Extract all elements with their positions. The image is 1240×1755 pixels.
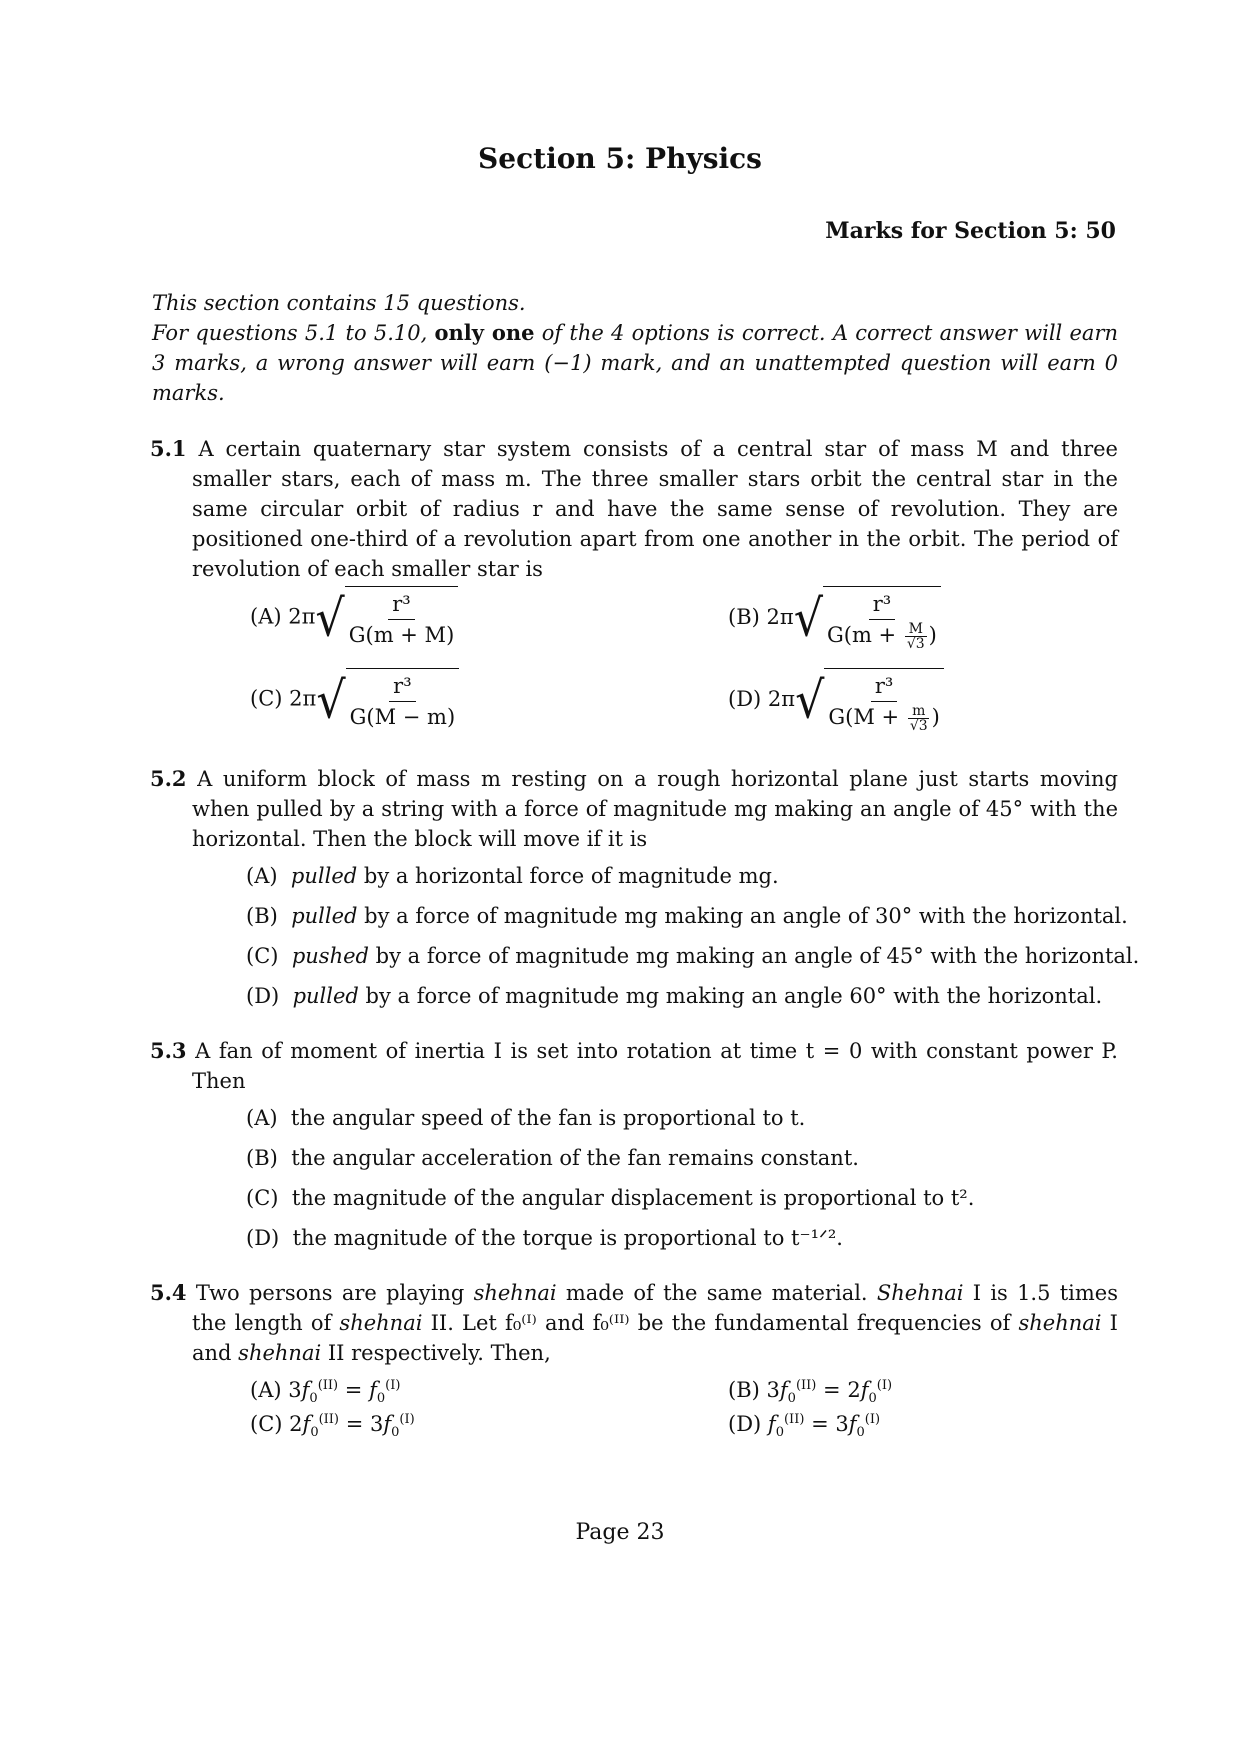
question-number: 5.4	[150, 1280, 187, 1305]
option-5-4-b[interactable]: (B) $3f_0^{(II)} = 2f_0^{(I)}$	[728, 1378, 893, 1407]
option-5-2-d[interactable]: (D) pulled by a force of magnitude mg making an angle 60° with the horizontal.	[246, 984, 1103, 1008]
question-number: 5.2	[150, 766, 187, 791]
question-text: A fan of moment of inertia I is set into rotation at time t = 0 with constant power P. Then	[192, 1039, 1118, 1093]
question-number: 5.1	[150, 436, 187, 461]
instructions-line-1: This section contains 15 questions.	[152, 291, 526, 315]
option-5-2-a[interactable]: (A) pulled by a horizontal force of magnitude mg.	[246, 864, 779, 888]
section-marks: Marks for Section 5: 50	[825, 218, 1116, 244]
question-5-1	[150, 434, 1118, 584]
question-text: A uniform block of mass m resting on a rough horizontal plane just starts moving when pulled by a string with a force of magnitude mg making an angle of 45° with the horizontal. Then the block will move if it is	[192, 767, 1118, 851]
section-title: Section 5: Physics	[478, 142, 762, 175]
option-5-3-a[interactable]: (A) the angular speed of the fan is proportional to t.	[246, 1106, 806, 1130]
page-number: Page 23	[575, 1520, 665, 1545]
question-text: A certain quaternary star system consists of a central star of mass M and three smaller stars, each of mass m. The three smaller stars orbit the central star in the same circular orbit of radius r and have the same sense of revolution. They are positioned one-third of a revolution apart from one another in the orbit. The period of revolution of each smaller star is	[192, 437, 1118, 581]
option-5-1-a[interactable]: (A) 2π √ $\frac{\text{r³}}{G(m + M)}$	[250, 586, 458, 650]
option-5-2-c[interactable]: (C) pushed by a force of magnitude mg making an angle of 45° with the horizontal.	[246, 944, 1140, 968]
option-5-1-c[interactable]: (C) 2π √ $\frac{\text{r³}}{G(M - m)}$	[250, 668, 459, 732]
option-5-4-a[interactable]: (A) $3f_0^{(II)} = f_0^{(I)}$	[250, 1378, 401, 1407]
option-5-3-c[interactable]: (C) the magnitude of the angular displacement is proportional to t².	[246, 1186, 975, 1210]
question-5-2	[150, 764, 1118, 854]
instructions-line-2: For questions 5.1 to 5.10, only one of the 4 options is correct. A correct answer will earn 3 marks, a wrong answer will earn (−1) mark, and an unattempted question will earn 0 marks.	[152, 320, 1119, 405]
option-5-4-d[interactable]: (D) $f_0^{(II)} = 3f_0^{(I)}$	[728, 1412, 881, 1441]
option-5-1-d[interactable]: (D) 2π √ r³ G(M + $\frac{m}{√3}$ )	[728, 668, 944, 733]
question-number: 5.3	[150, 1038, 187, 1063]
option-5-4-c[interactable]: (C) $2f_0^{(II)} = 3f_0^{(I)}$	[250, 1412, 415, 1441]
section-instructions	[152, 288, 1118, 408]
option-5-3-d[interactable]: (D) the magnitude of the torque is proportional to t⁻¹ᐟ².	[246, 1226, 843, 1250]
option-5-3-b[interactable]: (B) the angular acceleration of the fan remains constant.	[246, 1146, 859, 1170]
question-5-3	[150, 1036, 1118, 1096]
question-5-4: 5.4 Two persons are playing shehnai made of the same material. Shehnai I is 1.5 times the length of shehnai II. Let f₀⁽ᴵ⁾ and f₀⁽ᴵᴵ⁾ be the fundamental frequencies of shehnai I and shehnai II respectively. Then,	[150, 1280, 1118, 1365]
option-5-2-b[interactable]: (B) pulled by a force of magnitude mg making an angle of 30° with the horizontal.	[246, 904, 1128, 928]
option-5-1-b[interactable]: (B) 2π √ r³ G(m + $\frac{M}{√3}$ )	[728, 586, 941, 651]
